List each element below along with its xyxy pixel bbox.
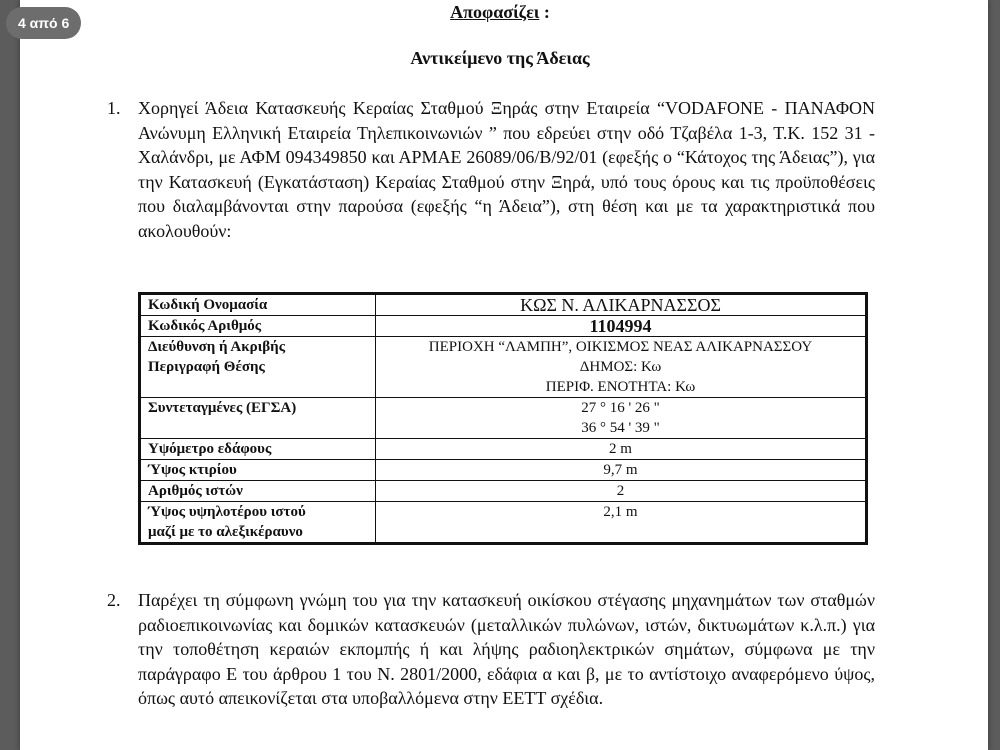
code-name-label: Κωδική Ονομασία — [140, 294, 376, 316]
subject-heading: Αντικείμενο της Άδειας — [410, 48, 590, 68]
coordinates-label: Συντεταγμένες (ΕΓΣΑ) — [140, 398, 376, 439]
item-1-number: 1. — [107, 98, 121, 118]
code-number-label: Κωδικός Αριθμός — [140, 316, 376, 337]
antenna-specs-table — [138, 292, 868, 545]
address-value — [376, 337, 867, 398]
decides-heading — [0, 2, 1000, 23]
tallest-mast-label — [140, 502, 376, 544]
table-row-coordinates — [140, 398, 867, 439]
paragraph-item-2 — [107, 588, 875, 711]
tallest-mast-label-line-2: μαζί με το αλεξικέραυνο — [148, 524, 303, 540]
table-row-ground-altitude — [140, 439, 867, 460]
code-name-value: ΚΩΣ Ν. ΑΛΙΚΑΡΝΑΣΣΟΣ — [376, 294, 867, 316]
paragraph-item-1 — [107, 96, 875, 243]
coordinates-line-1: 27 ° 16 ' 26 " — [581, 400, 660, 416]
coordinates-line-2: 36 ° 54 ' 39 " — [581, 420, 660, 436]
address-line-3: ΠΕΡΙΦ. ΕΝΟΤΗΤΑ: Κω — [545, 379, 696, 395]
table-row-masts — [140, 481, 867, 502]
building-height-label: Ύψος κτιρίου — [140, 460, 376, 481]
ground-altitude-value: 2 m — [376, 439, 867, 460]
table-row-code-number — [140, 316, 867, 337]
table-row-code-name — [140, 294, 867, 316]
address-line-2: ΔΗΜΟΣ: Κω — [579, 359, 662, 375]
tallest-mast-value: 2,1 m — [376, 502, 867, 544]
decides-colon: : — [539, 2, 550, 22]
page-indicator-badge: 4 από 6 — [6, 7, 81, 39]
item-1-text: Χορηγεί Άδεια Κατασκευής Κεραίας Σταθμού Ξηράς στην Εταιρεία “VODAFONE - ΠΑΝΑΦΟΝ Ανώνυμη Ελληνική Εταιρεία Τηλεπικοινωνιών ” που εδρεύει στην οδό Τζαβέλα 1-3, Τ.Κ. 152 31 - Χαλάνδρι, με ΑΦΜ 094349850 και ΑΡΜΑΕ 26089/06/Β/92/01 (εφεξής ο “Κάτοχος της Άδειας”), για την Κατασκευή (Εγκατάσταση) Κεραίας Σταθμού στην Ξηρά, υπό τους όρους και τις προϋποθέσεις που διαλαμβάνονται στην παρούσα (εφεξής “η Άδεια”), στη θέση και με τα χαρακτηριστικά που ακολουθούν: — [138, 98, 875, 241]
address-line-1: ΠΕΡΙΟΧΗ “ΛΑΜΠΗ”, ΟΙΚΙΣΜΟΣ ΝΕΑΣ ΑΛΙΚΑΡΝΑΣΣΟΥ — [428, 339, 813, 355]
decides-heading-text: Αποφασίζει — [450, 2, 540, 22]
address-label — [140, 337, 376, 398]
address-label-line-2: Περιγραφή Θέσης — [148, 359, 265, 375]
coordinates-value — [376, 398, 867, 439]
table-row-building-height — [140, 460, 867, 481]
building-height-value: 9,7 m — [376, 460, 867, 481]
table-row-address — [140, 337, 867, 398]
address-label-line-1: Διεύθυνση ή Ακριβής — [148, 339, 286, 355]
masts-value: 2 — [376, 481, 867, 502]
table-row-tallest-mast — [140, 502, 867, 544]
item-2-number: 2. — [107, 590, 121, 610]
masts-label: Αριθμός ιστών — [140, 481, 376, 502]
tallest-mast-label-line-1: Ύψος υψηλοτέρου ιστού — [148, 504, 306, 520]
ground-altitude-label: Υψόμετρο εδάφους — [140, 439, 376, 460]
code-number-value: 1104994 — [376, 316, 867, 337]
item-2-text: Παρέχει τη σύμφωνη γνώμη του για την κατασκευή οικίσκου στέγασης μηχανημάτων των σταθμών ραδιοεπικοινωνίας και δομικών κατασκευών (μεταλλικών πυλώνων, ιστών, δικτυωμάτων κ.λ.π.) για την τοποθέτηση κεραιών εκπομπής ή και λήψης ραδιοηλεκτρικών σημάτων, σύμφωνα με την παράγραφο Ε του άρθρου 1 του Ν. 2801/2000, εδάφια α και β, με το αντίστοιχο αναφερόμενο ύψος, όπως αυτό απεικονίζεται στα υποβαλλόμενα στην ΕΕΤΤ σχέδια. — [138, 590, 875, 708]
